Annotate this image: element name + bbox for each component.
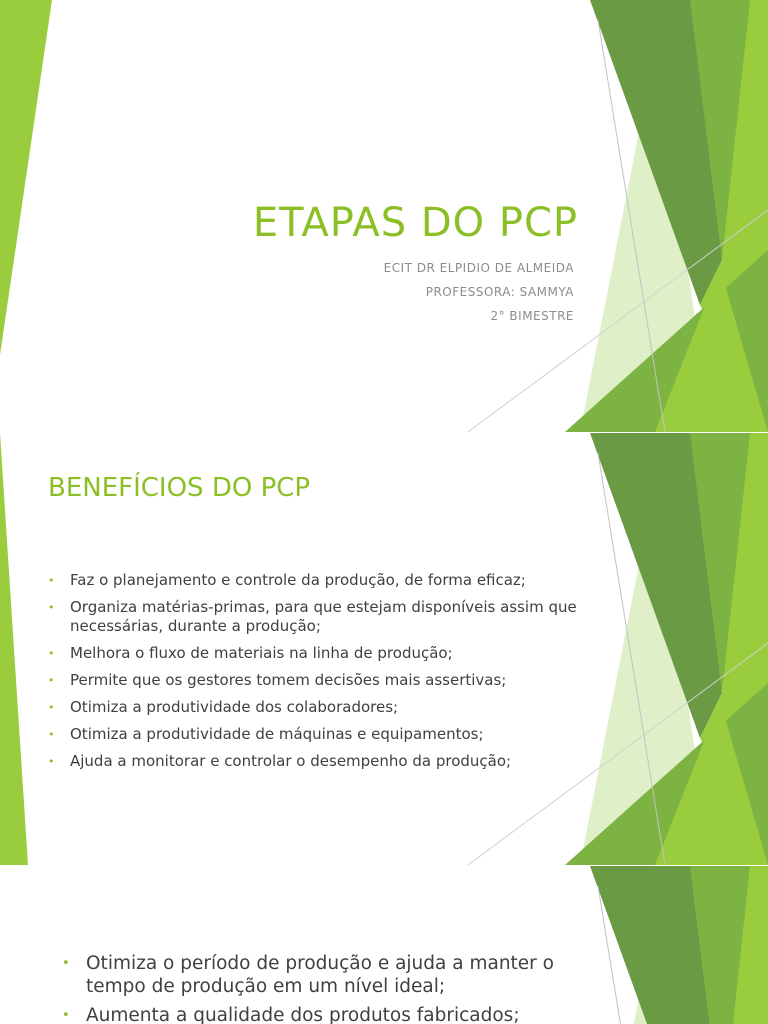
list-item-text: Otimiza a produtividade de máquinas e equipamentos;: [70, 725, 484, 743]
subtitle-block: [384, 256, 574, 328]
benefits-list-continued: [62, 952, 592, 1024]
list-item-text: Otimiza o período de produção e ajuda a manter o tempo de produção em um nível ideal;: [86, 953, 554, 997]
list-item: [48, 644, 593, 663]
list-item: [62, 1004, 592, 1024]
list-item: [62, 952, 592, 998]
list-item-text: Permite que os gestores tomem decisões mais assertivas;: [70, 671, 507, 689]
left-accent: [0, 433, 28, 865]
list-item: [48, 752, 593, 771]
list-item-text: Otimiza a produtividade dos colaboradores;: [70, 698, 399, 716]
list-item: [48, 698, 593, 717]
bullet-icon: •: [48, 601, 55, 614]
benefits-list: [48, 571, 593, 779]
list-item: [48, 671, 593, 690]
bullet-icon: •: [62, 956, 70, 971]
list-item: [48, 571, 593, 590]
list-item-text: Aumenta a qualidade dos produtos fabricados;: [86, 1005, 520, 1024]
list-item: [48, 725, 593, 744]
bullet-icon: •: [48, 755, 55, 768]
school-name: ECIT DR ELPIDIO DE ALMEIDA: [383, 261, 574, 275]
list-item-text: Melhora o fluxo de materiais na linha de produção;: [70, 644, 453, 662]
bullet-icon: •: [48, 701, 55, 714]
slide-title: ETAPAS DO PCP: [252, 200, 578, 246]
left-accent: [0, 0, 52, 355]
list-item-text: Faz o planejamento e controle da produção, de forma eficaz;: [70, 571, 526, 589]
slide-2: [0, 433, 768, 865]
list-item-text: Ajuda a monitorar e controlar o desempenho da produção;: [70, 752, 512, 770]
bullet-icon: •: [48, 574, 55, 587]
slide-3: [0, 866, 768, 1024]
bullet-icon: •: [48, 647, 55, 660]
list-item-text: Organiza matérias-primas, para que estejam disponíveis assim que necessárias, durante a produção;: [70, 598, 577, 635]
slide-title: BENEFÍCIOS DO PCP: [48, 473, 311, 503]
bullet-icon: •: [48, 728, 55, 741]
term-label: 2° BIMESTRE: [490, 309, 574, 323]
slide-1: [0, 0, 768, 432]
bullet-icon: •: [62, 1008, 70, 1023]
teacher-name: PROFESSORA: SAMMYA: [425, 285, 574, 299]
list-item: [48, 598, 593, 636]
bullet-icon: •: [48, 674, 55, 687]
